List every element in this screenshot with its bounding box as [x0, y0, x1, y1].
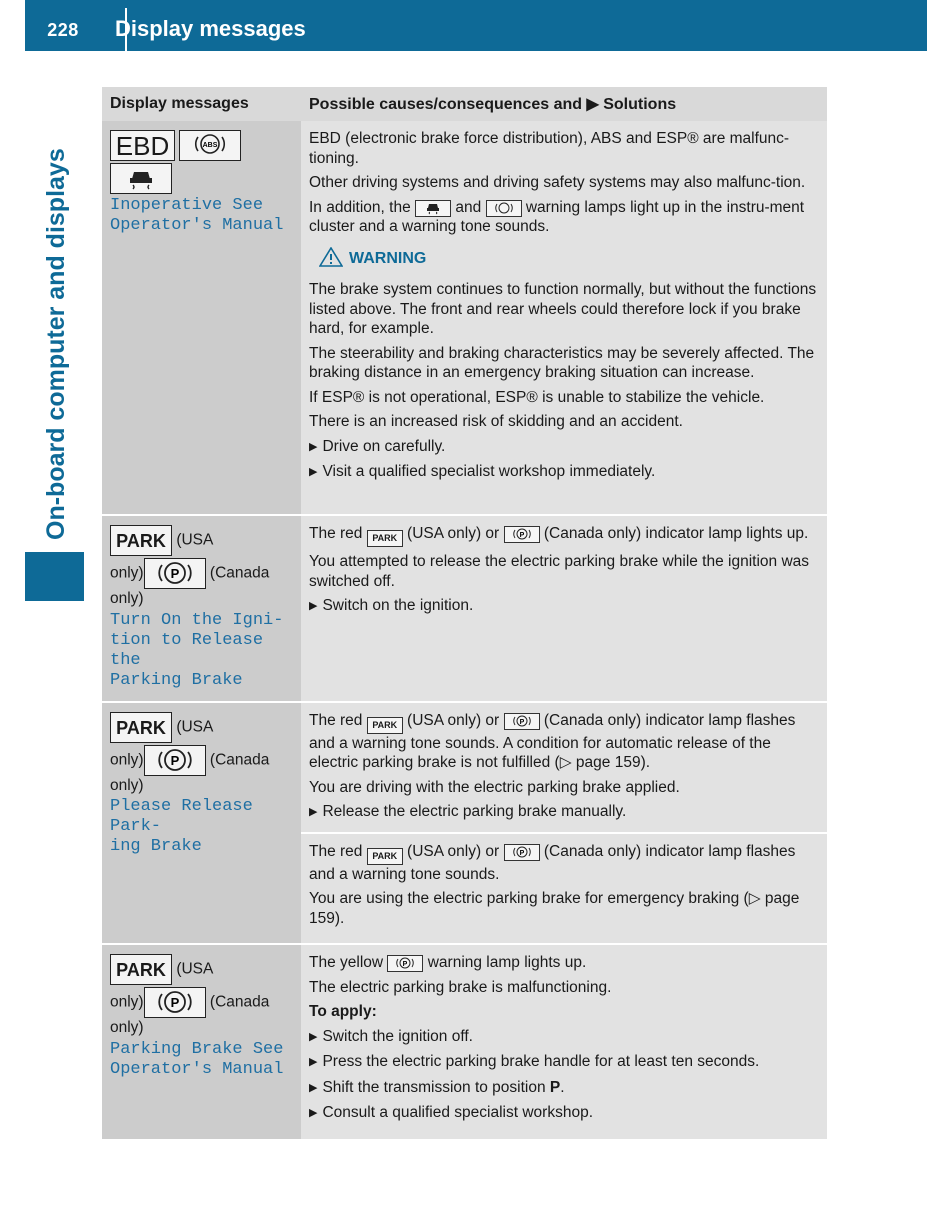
table-header-row [102, 87, 827, 121]
parking-brake-icon [144, 987, 206, 1018]
table-row [102, 944, 827, 1140]
parking-brake-icon [387, 955, 423, 972]
warning-heading: WARNING [319, 247, 819, 269]
esp-icon [110, 163, 172, 194]
svg-text:P: P [170, 752, 179, 768]
parking-brake-icon [144, 745, 206, 776]
cause-text: Other driving systems and driving safety systems may also malfunc-tion. [309, 174, 806, 191]
table-row [102, 702, 827, 945]
park-icon: PARK [110, 712, 172, 743]
cause-text: The red PARK (USA only) or P (Canada only) indicator lamp flashes and a warning tone sounds. [309, 842, 796, 883]
display-message-text: Parking Brake See Operator's Manual [110, 1039, 284, 1079]
abs-icon [486, 200, 522, 217]
row-sub-divider [301, 832, 827, 834]
ebd-icon: EBD [110, 130, 175, 161]
cause-text: In addition, the and warning lamps light up in the instru-ment cluster and a warning tone sounds. [309, 198, 805, 235]
abs-icon [179, 130, 241, 161]
cause-text: EBD (electronic brake force distribution), ABS and ESP® are malfunc-tioning. [309, 130, 790, 167]
display-message-text: Inoperative See Operator's Manual [110, 196, 284, 235]
svg-text:ESP: ESP [141, 164, 144, 165]
park-icon: PARK [367, 717, 403, 734]
display-message-cell [102, 121, 301, 515]
causes-solutions-cell [301, 515, 827, 702]
display-message-cell: PARK (USA only) P (Canada only) Turn On the Igni- tion to Release the Parking Brake [102, 515, 301, 702]
park-icon: PARK [367, 848, 403, 865]
col-header-causes: Possible causes/consequences and ▶ Solutions [301, 87, 827, 121]
cause-text: You are using the electric parking brake for emergency braking (▷ page 159). [309, 890, 800, 927]
park-icon: PARK [110, 525, 172, 556]
solution-step: ▶ Release the electric parking brake manually. [309, 802, 819, 823]
side-tab-label: On-board computer and displays [42, 148, 70, 540]
svg-text:P: P [403, 961, 408, 968]
parking-brake-icon [504, 526, 540, 543]
solution-step: ▶ Switch the ignition off. [309, 1027, 819, 1048]
cause-text: You are driving with the electric parking brake applied. [309, 778, 680, 796]
park-icon: PARK [367, 530, 403, 547]
causes-solutions-cell [301, 121, 827, 515]
cause-text: The red PARK (USA only) or P (Canada only) indicator lamp lights up. [309, 524, 819, 547]
parking-brake-icon [504, 713, 540, 730]
solution-step: ▶ Shift the transmission to position P. [309, 1078, 819, 1099]
warning-text: The steerability and braking characteristics may be severely affected. The braking distance in an emergency braking situation can increase. [309, 344, 815, 381]
causes-solutions-cell [301, 702, 827, 945]
svg-text:P: P [519, 718, 524, 726]
park-icon: PARK [110, 954, 172, 985]
table-row [102, 121, 827, 515]
solution-step: ▶ Switch on the ignition. [309, 596, 819, 617]
svg-text:P: P [519, 849, 524, 857]
cause-text: The red PARK (USA only) or P (Canada only) indicator lamp flashes and a warning tone sounds. A condition for automatic release of the electric parking brake is not fulfilled (▷ page 159). [309, 711, 796, 771]
display-message-cell: PARK (USA only) P (Canada only) Please Release Park- ing Brake [102, 702, 301, 945]
page-header [25, 0, 927, 51]
warning-text: If ESP® is not operational, ESP® is unable to stabilize the vehicle. [309, 388, 765, 406]
svg-text:ABS: ABS [202, 142, 218, 149]
display-message-text: Please Release Park- ing Brake [110, 797, 253, 856]
esp-icon [415, 200, 451, 217]
to-apply-heading: To apply: [309, 1003, 377, 1020]
side-tab-marker [25, 552, 84, 601]
display-messages-table [102, 87, 827, 1141]
display-message-text: Turn On the Igni- tion to Release the Parking Brake [110, 610, 284, 690]
warning-triangle-icon [319, 250, 349, 267]
col-header-display-messages: Display messages [102, 87, 301, 121]
causes-solutions-cell [301, 944, 827, 1140]
parking-brake-icon [504, 844, 540, 861]
table-row [102, 515, 827, 702]
svg-text:P: P [519, 532, 524, 539]
parking-brake-icon [144, 558, 206, 589]
page-title: Display messages [115, 16, 306, 41]
solution-step: ▶ Visit a qualified specialist workshop immediately. [309, 462, 819, 483]
cause-text: The electric parking brake is malfunctioning. [309, 978, 612, 996]
page-number: 228 [47, 20, 79, 40]
warning-text: There is an increased risk of skidding and an accident. [309, 413, 683, 430]
solution-step: ▶ Press the electric parking brake handle for at least ten seconds. [309, 1052, 819, 1073]
cause-text: You attempted to release the electric parking brake while the ignition was switched off. [309, 553, 810, 590]
svg-text:P: P [170, 995, 179, 1010]
solution-step: ▶ Drive on carefully. [309, 437, 819, 458]
svg-text:P: P [170, 566, 179, 581]
cause-text: The yellow P warning lamp lights up. [309, 954, 587, 971]
solution-step: ▶ Consult a qualified specialist workshop. [309, 1103, 819, 1124]
warning-text: The brake system continues to function normally, but without the functions listed above. The front and rear wheels could therefore lock if you brake hard, for example. [309, 281, 817, 337]
display-message-cell: PARK (USA only) P (Canada only) Parking Brake See Operator's Manual [102, 944, 301, 1140]
arrow-right-icon: ▶ [586, 96, 599, 113]
